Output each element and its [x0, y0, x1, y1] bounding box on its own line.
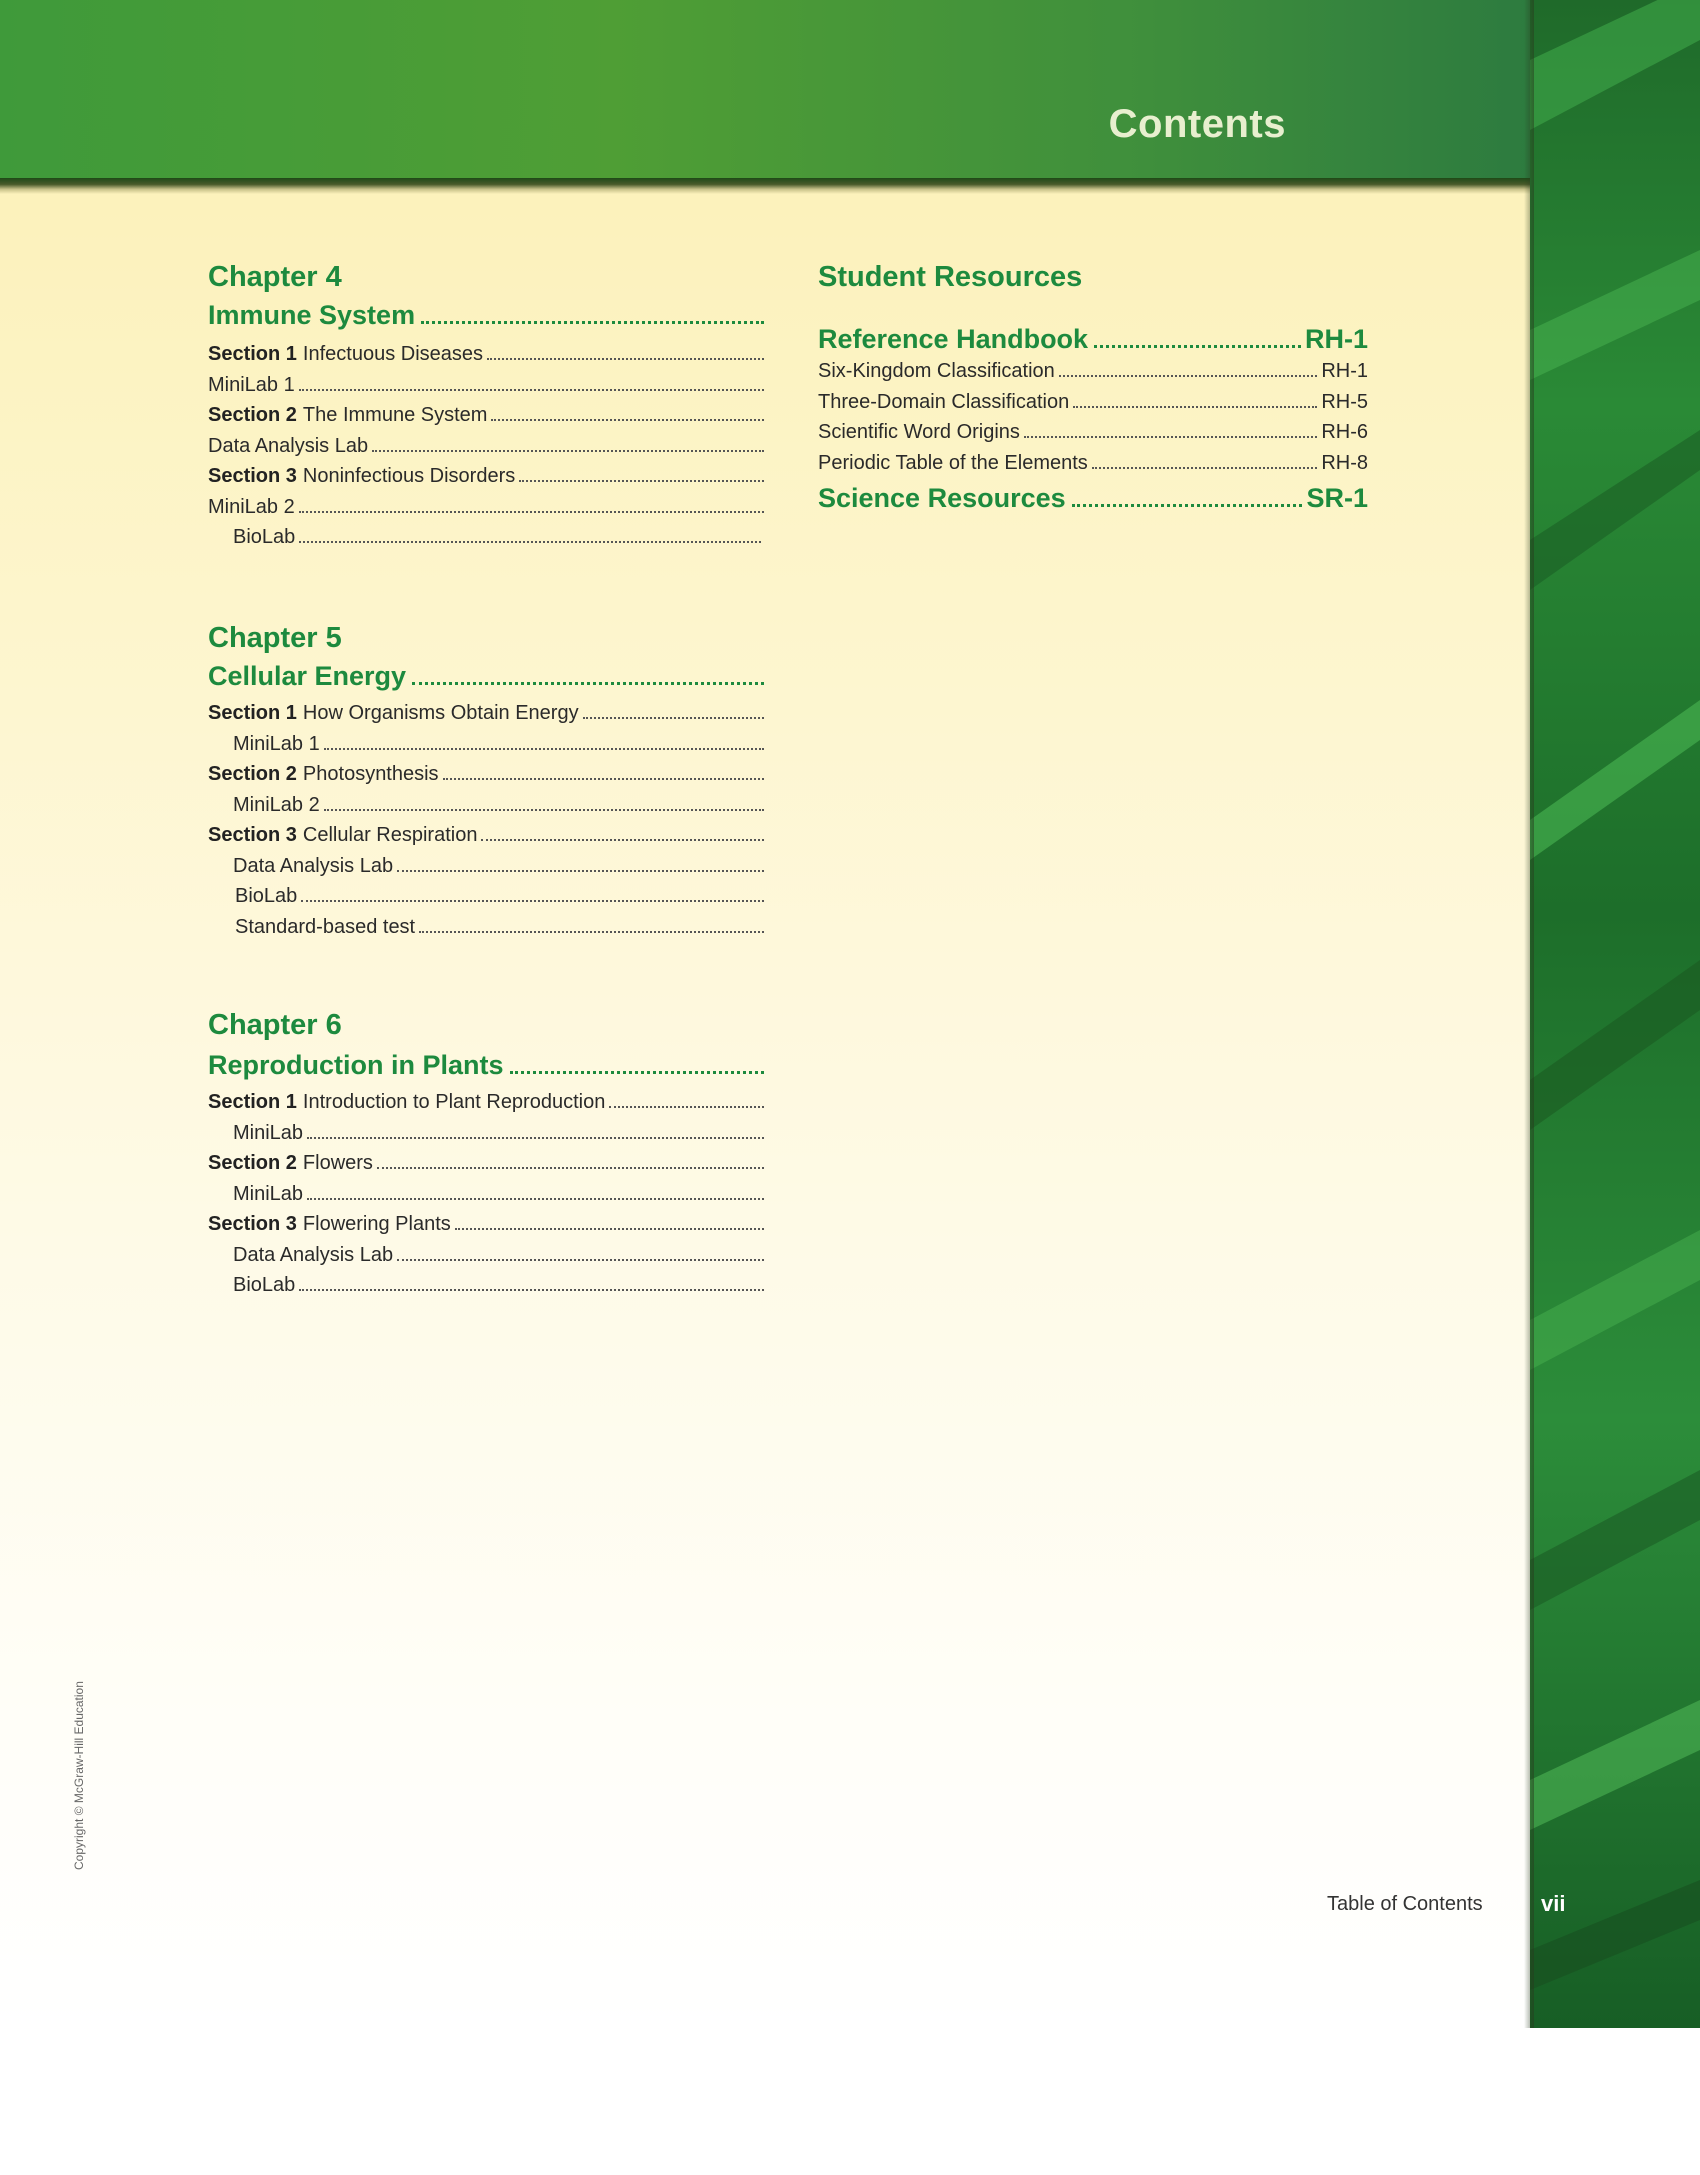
toc-entry[interactable]: Data Analysis Lab [233, 1244, 764, 1267]
toc-entry[interactable]: Section 3 Flowering Plants [208, 1213, 764, 1236]
toc-entry[interactable]: Data Analysis Lab [233, 855, 764, 878]
chapter-4-title[interactable]: Immune System [208, 300, 764, 331]
chapter-6-title[interactable]: Reproduction in Plants [208, 1050, 764, 1081]
toc-entry[interactable]: MiniLab [233, 1122, 764, 1145]
leaf-edge-shadow [1524, 0, 1534, 2028]
toc-entry[interactable]: Six-Kingdom Classification RH-1 [818, 360, 1368, 382]
leaf-decoration [1530, 0, 1700, 2028]
chapter-4-label: Chapter 4 [208, 261, 342, 293]
toc-entry[interactable]: Scientific Word Origins RH-6 [818, 421, 1368, 443]
header-banner [0, 0, 1530, 178]
toc-entry[interactable]: Section 1 Introduction to Plant Reproduction [208, 1091, 764, 1114]
toc-entry[interactable]: Section 3 Noninfectious Disorders [208, 465, 764, 488]
footer-label: Table of Contents [1327, 1893, 1483, 1915]
chapter-6-label: Chapter 6 [208, 1009, 342, 1041]
toc-entry[interactable]: Three-Domain Classification RH-5 [818, 391, 1368, 413]
header-shadow [0, 178, 1530, 194]
chapter-5-label: Chapter 5 [208, 622, 342, 654]
toc-entry[interactable]: Section 1 Infectuous Diseases [208, 343, 764, 366]
page-title: Contents [1108, 102, 1286, 146]
student-resources-heading: Student Resources [818, 261, 1083, 293]
toc-entry[interactable]: Section 2 Flowers [208, 1152, 764, 1175]
reference-handbook-line[interactable]: Reference Handbook RH-1 [818, 324, 1368, 354]
toc-entry[interactable]: Standard-based test [235, 916, 764, 939]
toc-entry[interactable]: MiniLab 1 [233, 733, 764, 756]
toc-entry[interactable]: Section 3 Cellular Respiration [208, 824, 764, 847]
toc-entry[interactable]: Data Analysis Lab [208, 435, 764, 458]
toc-entry[interactable]: Periodic Table of the Elements RH-8 [818, 452, 1368, 474]
toc-entry[interactable]: Section 2 The Immune System [208, 404, 764, 427]
toc-entry[interactable]: MiniLab 2 [208, 496, 764, 519]
toc-entry[interactable]: BioLab [233, 526, 761, 549]
toc-entry[interactable]: BioLab [235, 885, 764, 908]
toc-entry[interactable]: Section 2 Photosynthesis [208, 763, 764, 786]
footer-page-number: vii [1541, 1891, 1566, 1916]
toc-entry[interactable]: BioLab [233, 1274, 764, 1297]
toc-entry[interactable]: MiniLab [233, 1183, 764, 1206]
toc-entry[interactable]: MiniLab 2 [233, 794, 764, 817]
chapter-5-title[interactable]: Cellular Energy [208, 661, 764, 692]
copyright-notice: Copyright © McGraw-Hill Education [72, 1681, 86, 1870]
toc-entry[interactable]: MiniLab 1 [208, 374, 764, 397]
toc-entry[interactable]: Section 1 How Organisms Obtain Energy [208, 702, 764, 725]
science-resources-line[interactable]: Science Resources SR-1 [818, 483, 1368, 513]
